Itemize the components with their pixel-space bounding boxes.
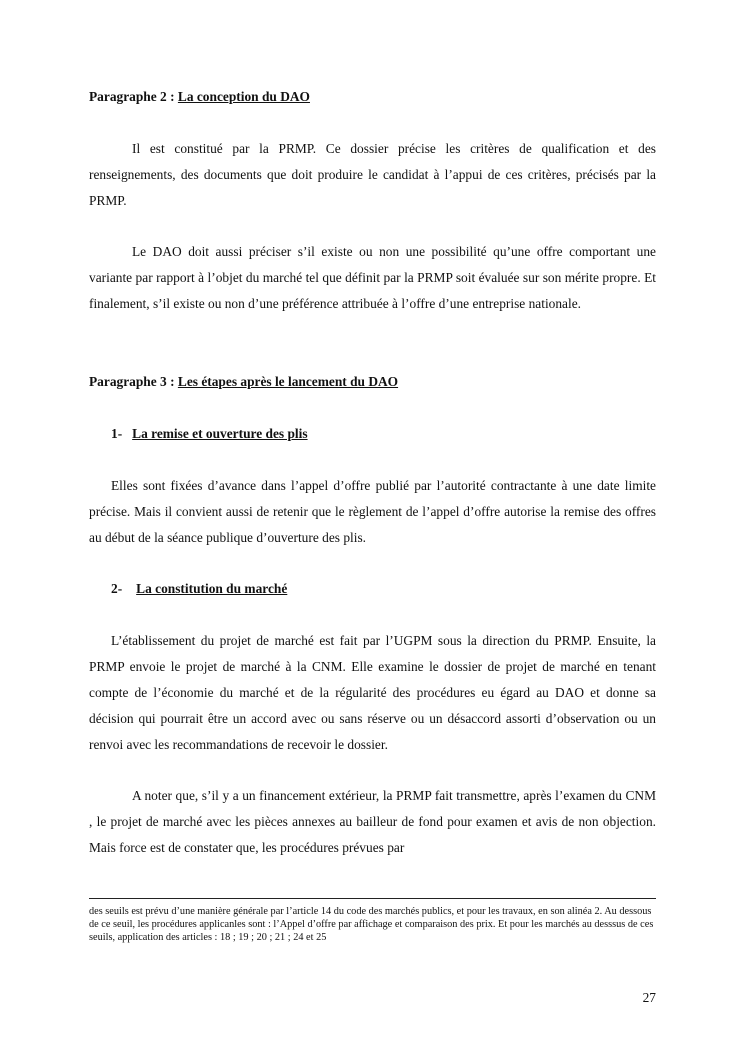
- section-3-prefix: Paragraphe 3 :: [89, 374, 178, 389]
- section-2-prefix: Paragraphe 2 :: [89, 89, 178, 104]
- section-3-heading: [89, 374, 398, 390]
- subsection-2-paragraph-2: A noter que, s’il y a un financement extérieur, la PRMP fait transmettre, après l’examen du CNM , le projet de marché avec les pièces annexes au bailleur de fond pour examen et avis de non objection. Mais force est de constater que, les procédures prévues par: [89, 788, 656, 855]
- section-2-title: La conception du DAO: [177, 89, 310, 104]
- section-2-paragraph-1: Il est constitué par la PRMP. Ce dossier précise les critères de qualification et des renseignements, des documents que doit produire le candidat à l’appui de ces critères, précisés par la PRMP.: [89, 141, 656, 208]
- footnote-separator: [89, 898, 656, 899]
- section-3-title: Les étapes après le lancement du DAO: [177, 374, 399, 389]
- subsection-2-heading: [111, 581, 287, 597]
- page-number: 27: [642, 990, 656, 1005]
- section-2-paragraph-2: Le DAO doit aussi préciser s’il existe ou non une possibilité qu’une offre comportant une variante par rapport à l’objet du marché tel que définit par la PRMP soit évaluée sur son mérite propre. Et finalement, s’il existe ou non d’une préférence attribuée à l’offre d’une entreprise nationale.: [89, 244, 656, 311]
- subsection-2-title: La constitution du marché: [136, 581, 288, 596]
- footnote-text: des seuils est prévu d’une manière générale par l’article 14 du code des marchés publics, et pour les travaux, en son alinéa 2. Au dessous de ce seuil, les procédures applicanles sont : l’Appel d’offre par affichage et comparaison des prix. Et pour les marchés au desssus de ces seuils, application des articles : 18 ; 19 ; 20 ; 21 ; 24 et 25: [89, 906, 654, 943]
- subsection-2-number: 2-: [111, 581, 123, 596]
- subsection-1-paragraph: Elles sont fixées d’avance dans l’appel d’offre publié par l’autorité contractante à une date limite précise. Mais il convient aussi de retenir que le règlement de l’appel d’offre autorise la remise des offres au début de la séance publique d’ouverture des plis.: [89, 478, 656, 545]
- subsection-1-title: La remise et ouverture des plis: [132, 426, 308, 441]
- subsection-2-paragraph-1: L’établissement du projet de marché est fait par l’UGPM sous la direction du PRMP. Ensuite, la PRMP envoie le projet de marché à la CNM. Elle examine le dossier de projet de marché en tenant compte de l’économie du marché et de la régularité des procédures eu égard au DAO et donne sa décision qui pourrait être un accord avec ou sans réserve ou un désaccord assorti d’observation ou un renvoi avec les recommandations de recevoir le dossier.: [89, 633, 656, 752]
- subsection-1-heading: [111, 426, 308, 442]
- section-2-heading: [89, 89, 310, 105]
- subsection-1-number: 1-: [111, 426, 123, 441]
